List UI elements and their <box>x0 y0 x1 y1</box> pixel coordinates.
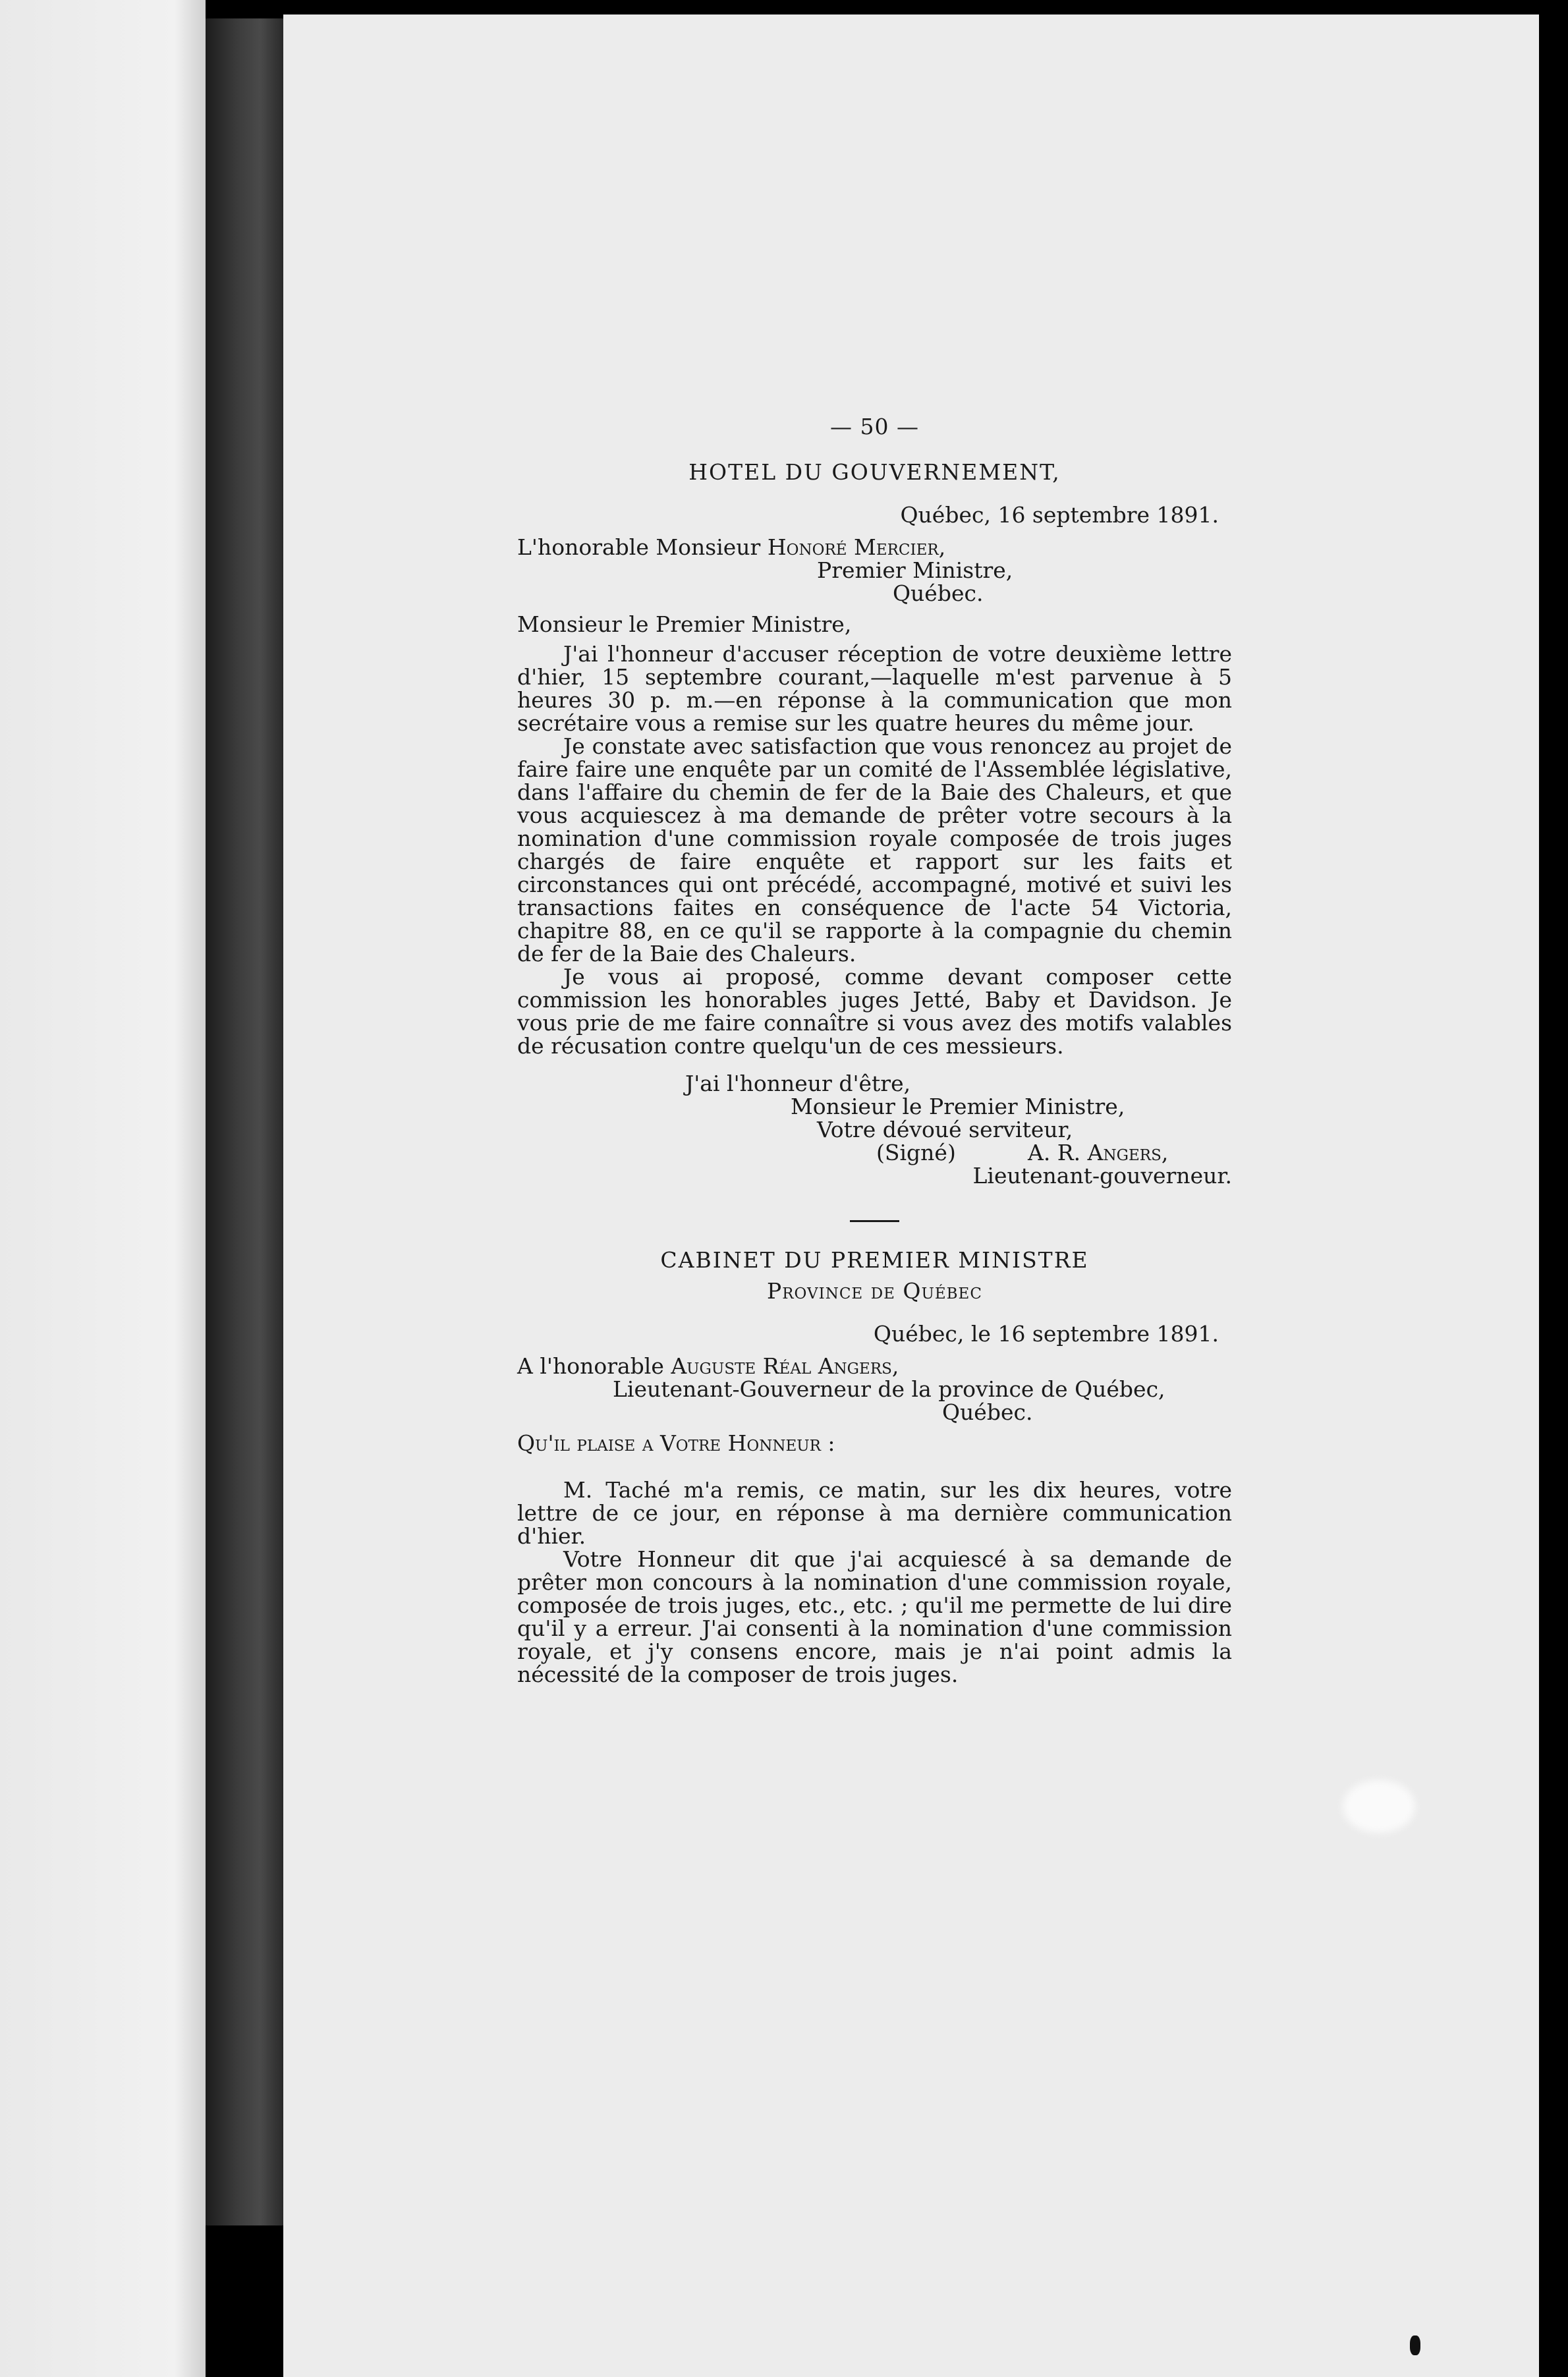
letter1-salutation: Monsieur le Premier Ministre, <box>517 611 852 637</box>
paper-blemish <box>1343 1780 1415 1833</box>
scan-mark <box>1410 2335 1420 2355</box>
letter2-address-line3: Québec. <box>942 1399 1033 1425</box>
address-prefix: L'honorable Monsieur <box>517 534 768 560</box>
closing-line: Votre dévoué serviteur, <box>817 1117 1073 1142</box>
letter1-paragraph: Je constate avec satisfaction que vous renoncez au projet de faire faire une enquête par un comité de l'Assemblée législative, dans l'affaire du chemin de fer de la Baie des Chaleurs, et que vous acquiescez à ma demande de prêter votre secours à la nomination d'une commission royale composée de trois juges chargés de faire enquête et rapport sur les faits et circonstances qui ont précédé, accompagné, motivé et suivi les transactions faites en conséquence de l'acte 54 Victoria, chapitre 88, en ce qu'il se rapporte à la compagnie du chemin de fer de la Baie des Chaleurs. <box>517 733 1232 966</box>
book-gutter <box>206 18 283 2225</box>
letter1-address-line2: Premier Ministre, <box>817 557 1013 583</box>
letter2-heading: CABINET DU PREMIER MINISTRE <box>660 1247 1089 1273</box>
letter2-address-line1 <box>517 1355 1232 1378</box>
letter1-address <box>517 536 1232 605</box>
letter2-paragraph: Votre Honneur dit que j'ai acquiescé à sa demande de prêter mon concours à la nomination d'une commission royale, composée de trois juges, etc., etc. ; qu'il me permette de lui dire qu'il y a erreur. J'ai consenti à la nomination d'une commission royale, et j'y consens encore, mais je n'ai point admis la nécessité de la composer de trois juges. <box>517 1546 1232 1687</box>
left-page-edge <box>0 0 206 2377</box>
signer-title: Lieutenant-gouverneur. <box>972 1163 1232 1188</box>
closing-line: J'ai l'honneur d'être, <box>685 1071 911 1096</box>
letter2-salutation: Qu'il plaise a Votre Honneur : <box>517 1430 835 1456</box>
letter1-dateline: Québec, 16 septembre 1891. <box>900 502 1219 528</box>
letter1-heading: HOTEL DU GOUVERNEMENT, <box>688 459 1061 485</box>
letter1-address-line1 <box>517 536 1232 559</box>
addressee-name: Auguste Réal Angers, <box>671 1353 899 1379</box>
letter1-address-line3: Québec. <box>893 580 984 606</box>
signed-mark: (Signé) <box>876 1140 956 1165</box>
letter2-subheading: Province de Québec <box>767 1278 982 1304</box>
section-divider <box>850 1220 899 1222</box>
letter2-paragraph: M. Taché m'a remis, ce matin, sur les dix heures, votre lettre de ce jour, en réponse à ma dernière communication d'hier. <box>517 1477 1232 1549</box>
page-text <box>517 415 1232 1686</box>
page-number: — 50 — <box>830 414 919 439</box>
letter-mercier-to-angers <box>517 1248 1232 1686</box>
letter2-address-line2: Lieutenant-Gouverneur de la province de Québec, <box>613 1376 1165 1402</box>
address-prefix: A l'honorable <box>517 1353 671 1379</box>
closing-line: Monsieur le Premier Ministre, <box>791 1094 1125 1119</box>
letter1-closing <box>517 1072 1232 1187</box>
addressee-name: Honoré Mercier, <box>767 534 946 560</box>
signer-name: A. R. Angers, <box>1028 1140 1169 1165</box>
letter1-paragraph: J'ai l'honneur d'accuser réception de votre deuxième lettre d'hier, 15 septembre courant,—laquelle m'est parvenue à 5 heures 30 p. m.—en réponse à la communication que mon secrétaire vous a remise sur les quatre heures du même jour. <box>517 641 1232 736</box>
letter1-paragraph: Je vous ai proposé, comme devant composer cette commission les honorables juges Jetté, Baby et Davidson. Je vous prie de me faire connaître si vous avez des motifs valables de récusation contre quelqu'un de ces messieurs. <box>517 964 1232 1059</box>
letter2-address <box>517 1355 1232 1424</box>
signature-row <box>517 1141 1232 1164</box>
letter-angers-to-mercier <box>517 461 1232 1187</box>
letter2-dateline: Québec, le 16 septembre 1891. <box>873 1321 1219 1347</box>
